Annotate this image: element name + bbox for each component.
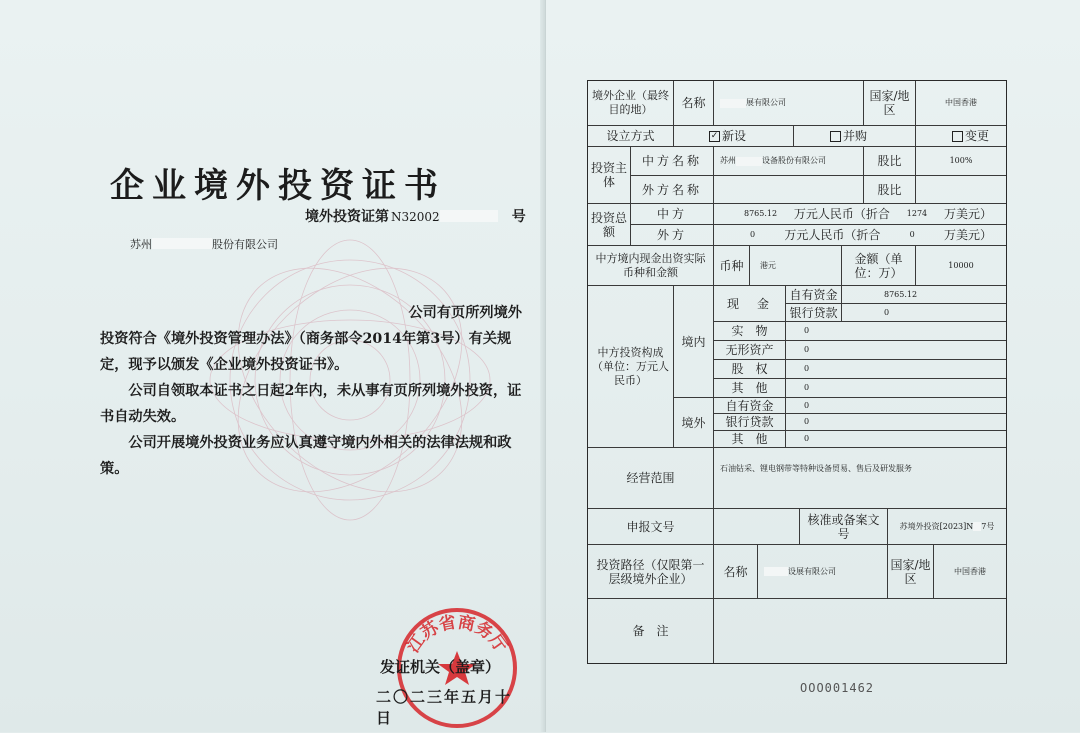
equity-value: 0 (786, 360, 1006, 379)
foreign-amount-value: 0 (750, 230, 756, 239)
share-ratio-label: 股比 (864, 147, 916, 176)
bank-loan-label: 银行贷款 (786, 304, 842, 322)
chinese-investor-suffix: 设备股份有限公司 (762, 156, 826, 165)
paragraph-1b: 投资符合《境外投资管理办法》（商务部令2014年第3号）有关规定，现予以颁发《企业境外投资证书》。 (100, 331, 512, 373)
option-new-label: 新设 (722, 129, 747, 143)
approval-number-label: 核准或备案文号 (800, 509, 888, 545)
chinese-side-label: 中方 (631, 204, 714, 225)
application-number-label: 申报文号 (588, 509, 714, 545)
path-country-label: 国家/地区 (888, 545, 934, 599)
foreign-investor-name (714, 176, 864, 204)
foreign-share-ratio-label: 股比 (864, 176, 916, 204)
company-name (130, 236, 278, 252)
intangible-value: 0 (786, 341, 1006, 360)
remarks-label: 备 注 (588, 599, 714, 663)
investment-details-table (587, 80, 1007, 664)
business-scope-value: 石油钻采、锂电钢带等特种设备贸易、售后及研发服务 (714, 448, 1006, 509)
enterprise-name (714, 81, 864, 126)
company-suffix: 股份有限公司 (212, 238, 278, 251)
physical-value: 0 (786, 322, 1006, 341)
overseas-bank-loan-label: 银行贷款 (714, 414, 786, 431)
overseas-other-label: 其 他 (714, 431, 786, 448)
overseas-bank-loan-value: 0 (786, 414, 1006, 431)
option-change-label: 变更 (965, 129, 990, 143)
certificate-body (100, 300, 528, 482)
cert-number-value: N32002 (391, 210, 440, 224)
approval-number-suffix: 7号 (981, 521, 995, 531)
enterprise-name-value: 展有限公司 (746, 98, 786, 107)
application-number-value (714, 509, 800, 545)
redaction-box (440, 210, 498, 222)
amount-value: 10000 (916, 246, 1006, 286)
company-prefix: 苏州 (130, 238, 152, 251)
chinese-usd-unit: 万美元） (943, 207, 992, 221)
certificate-number (305, 206, 526, 226)
paragraph-3: 公司开展境外投资业务应认真遵守境内外相关的法律法规和政策。 (100, 435, 512, 477)
currency-value: 港元 (750, 246, 842, 286)
name-label: 名称 (674, 81, 714, 126)
foreign-share-ratio-value (916, 176, 1006, 204)
option-new[interactable] (674, 126, 794, 147)
redaction-box (152, 238, 212, 249)
cash-currency-label: 中方境内现金出资实际币种和金额 (588, 246, 714, 286)
issuing-authority: 发证机关（盖章） (380, 658, 501, 676)
investor-label: 投资主体 (588, 147, 631, 204)
amount-label: 金额（单位：万） (842, 246, 916, 286)
option-acquisition-label: 并购 (843, 129, 868, 143)
serial-number: OOO001462 (800, 681, 875, 695)
checkbox-checked-icon[interactable]: ✓ (710, 130, 719, 141)
remarks-value (714, 599, 1006, 663)
setup-method-label: 设立方式 (588, 126, 674, 147)
approval-number-value: 苏境外投资[2023]N (899, 521, 974, 531)
chinese-amount-value: 8765.12 (744, 209, 778, 218)
overseas-enterprise-label: 境外企业（最终目的地） (588, 81, 674, 126)
redaction-box (736, 157, 762, 166)
redaction-box (973, 522, 981, 531)
other-label: 其 他 (714, 379, 786, 398)
foreign-usd-value: 0 (909, 230, 915, 239)
physical-label: 实 物 (714, 322, 786, 341)
bank-loan-value: 0 (842, 304, 1006, 322)
share-ratio-value: 100% (916, 147, 1006, 176)
foreign-amount-unit: 万元人民币（折合 (784, 228, 881, 242)
country-value: 中国香港 (916, 81, 1006, 126)
equity-label: 股 权 (714, 360, 786, 379)
intangible-label: 无形资产 (714, 341, 786, 360)
chinese-amount-unit: 万元人民币（折合 (793, 207, 890, 221)
path-enterprise-name-value: 设展有限公司 (788, 566, 836, 576)
chinese-investment-amount (714, 204, 1006, 225)
checkbox-icon[interactable] (830, 131, 841, 142)
overseas-label: 境外 (674, 398, 714, 448)
cert-number-suffix: 号 (511, 209, 526, 225)
cert-number-label: 境外投资证第 (305, 209, 389, 225)
paragraph-2: 公司自领取本证书之日起2年内，未从事有页所列境外投资，证书自动失效。 (100, 383, 522, 425)
overseas-other-value: 0 (786, 431, 1006, 448)
redaction-box (764, 567, 788, 576)
option-change[interactable] (916, 126, 1006, 147)
domestic-label: 境内 (674, 286, 714, 398)
path-name-label: 名称 (714, 545, 758, 599)
chinese-name-label: 中方名称 (631, 147, 714, 176)
own-funds-label: 自有资金 (786, 286, 842, 304)
redaction-box (720, 99, 746, 108)
business-scope-label: 经营范围 (588, 448, 714, 509)
foreign-investment-amount (714, 225, 1006, 246)
own-funds-value: 8765.12 (842, 286, 1006, 304)
approval-number (888, 509, 1006, 545)
chinese-investor-prefix: 苏州 (720, 156, 736, 165)
investment-composition-label: 中方投资构成（单位：万元人民币） (588, 286, 674, 448)
overseas-own-funds-value: 0 (786, 398, 1006, 414)
foreign-side-label: 外方 (631, 225, 714, 246)
total-investment-label: 投资总额 (588, 204, 631, 246)
overseas-own-funds-label: 自有资金 (714, 398, 786, 414)
svg-text:江苏省商务厅: 江苏省商务厅 (403, 612, 511, 657)
foreign-name-label: 外方名称 (631, 176, 714, 204)
option-acquisition[interactable] (794, 126, 916, 147)
other-value: 0 (786, 379, 1006, 398)
foreign-usd-unit: 万美元） (943, 228, 992, 242)
checkbox-icon[interactable] (952, 131, 963, 142)
issue-date: 二〇二三年五月十 日 (376, 688, 530, 727)
paragraph-1a: 公司有页所列境外 (408, 305, 522, 321)
chinese-investor-name (714, 147, 864, 176)
country-label: 国家/地区 (864, 81, 916, 126)
path-enterprise-name (758, 545, 888, 599)
currency-label: 币种 (714, 246, 750, 286)
certificate-title: 企业境外投资证书 (110, 166, 446, 206)
path-country-value: 中国香港 (934, 545, 1006, 599)
cash-label: 现 金 (714, 286, 786, 322)
investment-path-label: 投资路径（仅限第一层级境外企业） (588, 545, 714, 599)
chinese-usd-value: 1274 (906, 209, 928, 218)
